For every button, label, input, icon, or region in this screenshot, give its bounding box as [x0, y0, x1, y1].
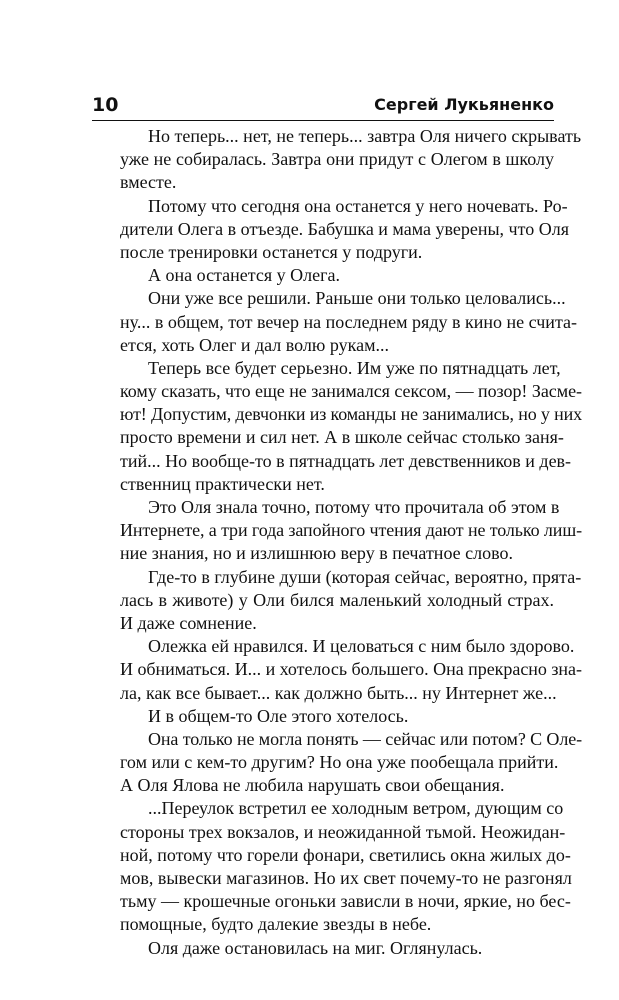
page-header [92, 94, 554, 120]
text-line: ют! Допустим, девчонки из команды не занимались, но у них [120, 404, 583, 425]
paragraph [92, 705, 554, 728]
text-line: кому сказать, что еще не занимался сексом, — позор! Засме- [120, 381, 582, 402]
running-head-author: Сергей Лукьяненко [374, 95, 554, 114]
body-text [92, 125, 583, 960]
text-line: мов, вывески магазинов. Но их свет почему-то не разгонял [120, 868, 572, 888]
text-line: Потому что сегодня она останется у него ночевать. Ро- [148, 195, 568, 216]
text-line: ла, как все бывает... как должно быть... ну Интернет же... [120, 682, 557, 703]
text-line: Они уже все решили. Раньше они только целовались... [148, 288, 566, 309]
paragraph [92, 797, 572, 936]
paragraph [92, 937, 554, 960]
header-divider [92, 120, 554, 121]
text-line: Интернете, а три года запойного чтения дают не только лиш- [120, 520, 582, 541]
text-line: Она только не могла понять — сейчас или потом? С Оле- [148, 728, 583, 749]
paragraph [92, 566, 582, 636]
text-line: стороны трех вокзалов, и неожиданной тьмой. Неожидан- [120, 821, 566, 842]
text-line: дители Олега в отъезде. Бабушка и мама уверены, что Оля [120, 218, 569, 239]
text-line: после тренировки останется у подруги. [120, 241, 423, 262]
text-line: тьму — крошечные огоньки зависли в ночи, яркие, но бес- [120, 891, 571, 912]
text-line: тий... Но вообще-то в пятнадцать лет девственников и дев- [120, 450, 572, 471]
text-line: А Оля Ялова не любила нарушать свои обещания. [120, 775, 505, 796]
text-line: ной, потому что горели фонари, светились окна жилых до- [120, 844, 571, 865]
text-line: А она останется у Олега. [148, 265, 340, 286]
text-line: Это Оля знала точно, потому что прочитала об этом в [148, 497, 560, 517]
text-line: И даже сомнение. [120, 612, 257, 633]
paragraph [92, 635, 582, 705]
text-line: Олежка ей нравился. И целоваться с ним было здорово. [148, 636, 575, 657]
text-line: помощные, будто далекие звезды в небе. [120, 914, 432, 935]
paragraph [92, 125, 582, 195]
text-line: И в общем-то Оле этого хотелось. [148, 705, 409, 726]
text-line: ние знания, но и излишнюю веру в печатное слово. [120, 543, 513, 564]
text-line: ственниц практически нет. [120, 473, 325, 494]
text-line: гом или с кем-то другим? Но она уже пообещала прийти. [120, 752, 559, 773]
text-line: ну... в общем, тот вечер на последнем ряду в кино не счита- [120, 311, 578, 332]
text-line: Где-то в глубине души (которая сейчас, вероятно, прята- [148, 566, 582, 587]
text-line: И обниматься. И... и хотелось большего. Она прекрасно зна- [120, 659, 582, 680]
text-line: вместе. [120, 172, 177, 193]
paragraph [92, 287, 578, 357]
text-line: просто времени и сил нет. А в школе сейчас столько заня- [120, 427, 564, 448]
paragraph [92, 496, 582, 566]
paragraph [92, 357, 583, 496]
text-line: Оля даже остановилась на миг. Оглянулась. [148, 937, 483, 958]
text-line: Но теперь... нет, не теперь... завтра Оля ничего скрывать [148, 126, 582, 146]
paragraph [92, 195, 569, 265]
text-line: ...Переулок встретил ее холодным ветром, дующим со [148, 798, 564, 819]
text-line: лась в животе) у Оли бился маленький холодный страх. [120, 589, 554, 610]
page-number: 10 [92, 94, 119, 116]
paragraph [92, 264, 554, 287]
paragraph [92, 728, 583, 798]
text-line: ется, хоть Олег и дал волю рукам... [120, 334, 389, 355]
text-line: уже не собиралась. Завтра они придут с Олегом в школу [120, 149, 554, 170]
text-line: Теперь все будет серьезно. Им уже по пятнадцать лет, [148, 357, 561, 378]
